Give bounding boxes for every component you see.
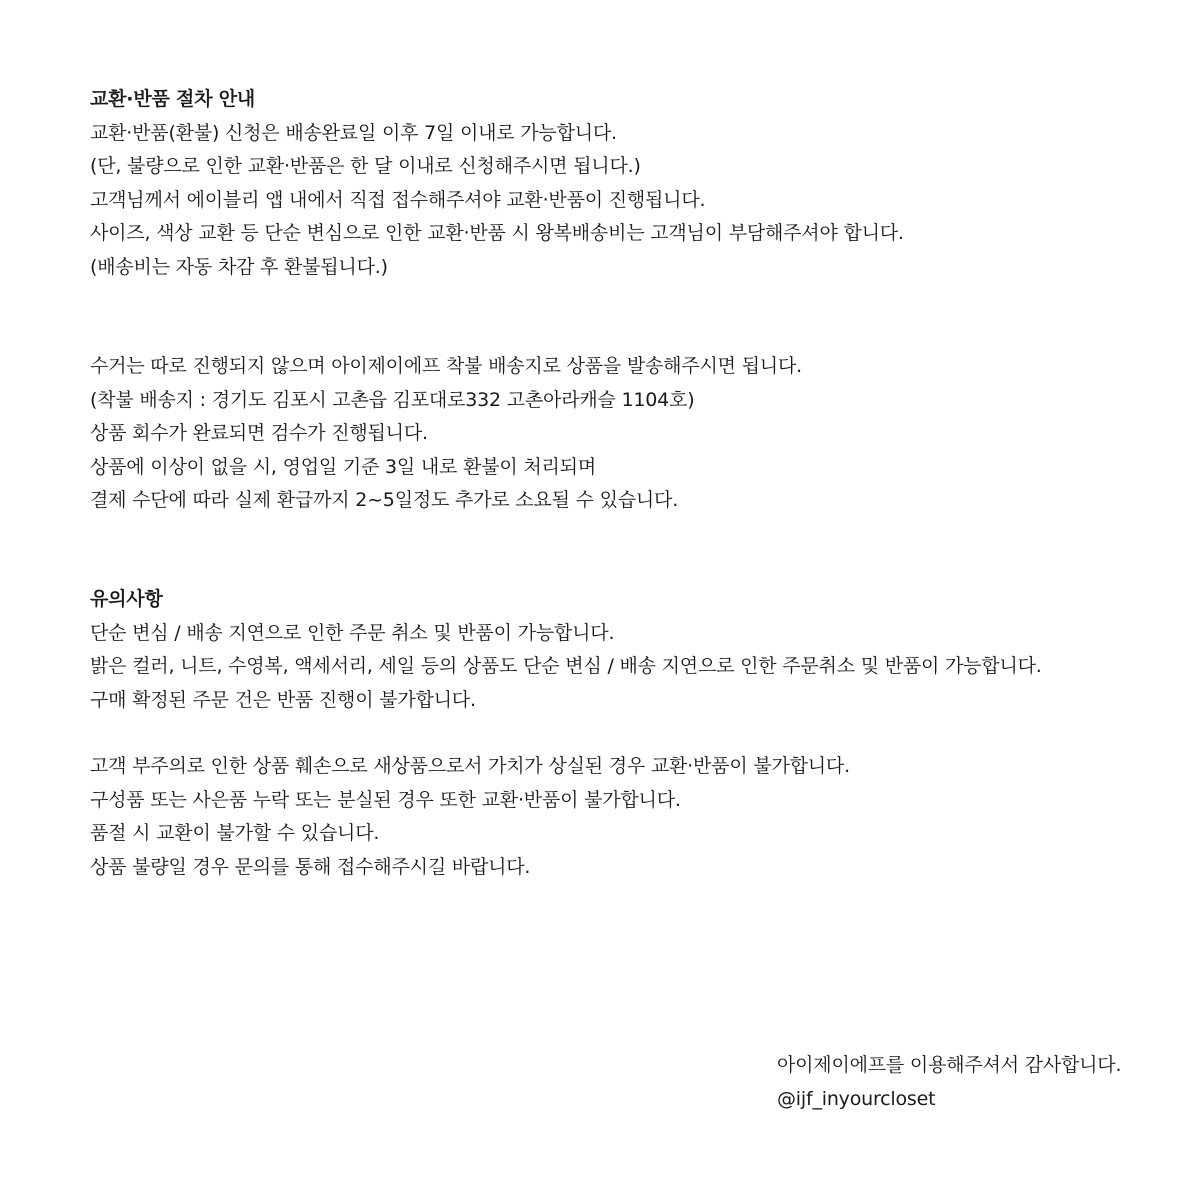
footer xyxy=(777,1049,1187,1116)
notice-section xyxy=(90,583,1170,717)
notice-line: 품절 시 교환이 불가할 수 있습니다. xyxy=(90,822,380,844)
return-process-line: 수거는 따로 진행되지 않으며 아이제이에프 착불 배송지로 상품을 발송해주시면 됩니다. xyxy=(90,355,802,377)
notice-line: 상품 불량일 경우 문의를 통해 접수해주시길 바랍니다. xyxy=(90,855,531,878)
notice-heading: 유의사항 xyxy=(90,588,163,610)
exchange-procedure-line: (단, 불량으로 인한 교환·반품은 한 달 이내로 신청해주시면 됩니다.) xyxy=(90,155,641,177)
return-process-line: 상품에 이상이 없을 시, 영업일 기준 3일 내로 환불이 처리되며 xyxy=(90,455,596,478)
exchange-procedure-heading: 교환·반품 절차 안내 xyxy=(90,88,256,110)
return-address-line: (착불 배송지 : 경기도 김포시 고촌읍 김포대로332 고촌아라캐슬 1104호) xyxy=(90,388,695,411)
notice-line: 밝은 컬러, 니트, 수영복, 액세서리, 세일 등의 상품도 단순 변심 / 배송 지연으로 인한 주문취소 및 반품이 가능합니다. xyxy=(90,655,1042,677)
exchange-procedure-section xyxy=(90,83,1170,284)
return-process-section xyxy=(90,350,1170,518)
exchange-procedure-line: 교환·반품(환불) 신청은 배송완료일 이후 7일 이내로 가능합니다. xyxy=(90,121,617,144)
return-process-line: 상품 회수가 완료되면 검수가 진행됩니다. xyxy=(90,422,428,444)
notice-line: 단순 변심 / 배송 지연으로 인한 주문 취소 및 반품이 가능합니다. xyxy=(90,621,615,644)
exchange-procedure-line: (배송비는 자동 차감 후 환불됩니다.) xyxy=(90,255,388,278)
notice-line: 고객 부주의로 인한 상품 훼손으로 새상품으로서 가치가 상실된 경우 교환·반품이 불가합니다. xyxy=(90,755,850,777)
notice-line: 구성품 또는 사은품 누락 또는 분실된 경우 또한 교환·반품이 불가합니다. xyxy=(90,788,681,811)
notice-section-continued xyxy=(90,750,1170,884)
instagram-handle: @ijf_inyourcloset xyxy=(777,1087,936,1110)
exchange-procedure-line: 사이즈, 색상 교환 등 단순 변심으로 인한 교환·반품 시 왕복배송비는 고객님이 부담해주셔야 합니다. xyxy=(90,222,904,244)
notice-line: 구매 확정된 주문 건은 반품 진행이 불가합니다. xyxy=(90,688,476,711)
return-process-line: 결제 수단에 따라 실제 환급까지 2~5일정도 추가로 소요될 수 있습니다. xyxy=(90,489,679,511)
exchange-procedure-line: 고객님께서 에이블리 앱 내에서 직접 접수해주셔야 교환·반품이 진행됩니다. xyxy=(90,188,706,211)
footer-thanks: 아이제이에프를 이용해주셔서 감사합니다. xyxy=(777,1054,1122,1076)
